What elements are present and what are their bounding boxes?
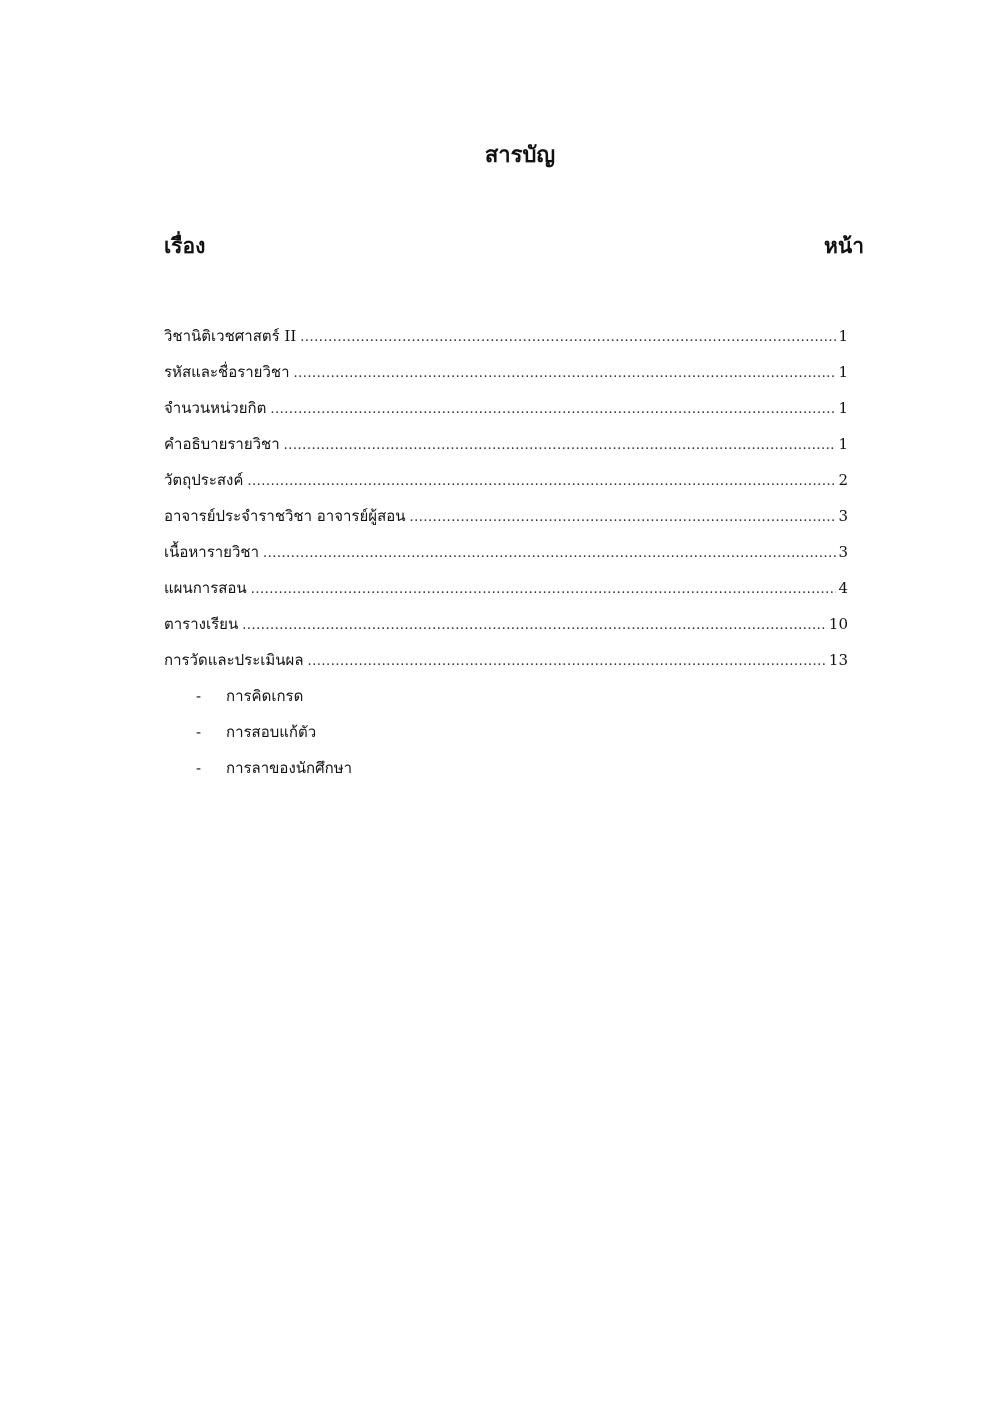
toc-entry-label: จำนวนหน่วยกิต <box>164 399 267 417</box>
toc-entry-label: วิชานิติเวชศาสตร์ II <box>164 327 297 345</box>
subentry-label: การสอบแก้ตัว <box>226 723 317 741</box>
toc-entry <box>164 570 848 606</box>
subentry-label: การคิดเกรด <box>226 687 304 705</box>
toc-entry-page: 1 <box>838 327 848 345</box>
toc-entry <box>164 318 848 354</box>
toc-entry <box>164 426 848 462</box>
toc-entry-label: อาจารย์ประจำราชวิชา อาจารย์ผู้สอน <box>164 507 406 525</box>
subentry-label: การลาของนักศึกษา <box>226 759 353 777</box>
toc-subentry <box>196 714 352 750</box>
toc-entry-label: วัตถุประสงค์ <box>164 471 244 489</box>
toc-entry <box>164 390 848 426</box>
toc-entry-page: 13 <box>828 651 848 669</box>
dot-leader <box>308 644 827 680</box>
dot-leader <box>270 392 836 428</box>
toc-entry-page: 1 <box>838 363 848 381</box>
toc-entry-label: การวัดและประเมินผล <box>164 651 304 669</box>
toc-entry <box>164 642 848 678</box>
dot-leader <box>242 608 827 644</box>
dot-leader <box>294 356 837 392</box>
toc-entry-page: 3 <box>838 507 848 525</box>
toc-subentry <box>196 750 352 786</box>
subentry-dash: - <box>196 687 202 705</box>
toc-entry-page: 1 <box>838 399 848 417</box>
dot-leader <box>263 536 836 572</box>
toc-entry-label: เนื้อหารายวิชา <box>164 543 259 561</box>
toc-entry <box>164 354 848 390</box>
toc-entry-label: ตารางเรียน <box>164 615 239 633</box>
dot-leader <box>410 500 837 536</box>
toc-entry-label: คำอธิบายรายวิชา <box>164 435 280 453</box>
toc-entry-page: 2 <box>838 471 848 489</box>
toc-entry-page: 10 <box>828 615 848 633</box>
toc-entry-label: รหัสและชื่อรายวิชา <box>164 363 290 381</box>
page-title: สารบัญ <box>484 142 556 168</box>
column-header-topic: เรื่อง <box>164 233 206 258</box>
table-of-contents <box>164 318 848 678</box>
dot-leader <box>284 428 837 464</box>
toc-subentries <box>196 678 352 786</box>
toc-entry <box>164 534 848 570</box>
column-header-page: หน้า <box>824 233 864 258</box>
toc-entry <box>164 462 848 498</box>
toc-entry-page: 4 <box>838 579 848 597</box>
toc-entry <box>164 498 848 534</box>
toc-subentry <box>196 678 352 714</box>
toc-entry <box>164 606 848 642</box>
dot-leader <box>247 464 836 500</box>
toc-entry-label: แผนการสอน <box>164 579 247 597</box>
subentry-dash: - <box>196 759 202 777</box>
dot-leader <box>300 320 836 356</box>
subentry-dash: - <box>196 723 202 741</box>
toc-entry-page: 1 <box>838 435 848 453</box>
dot-leader <box>251 572 837 608</box>
toc-entry-page: 3 <box>838 543 848 561</box>
